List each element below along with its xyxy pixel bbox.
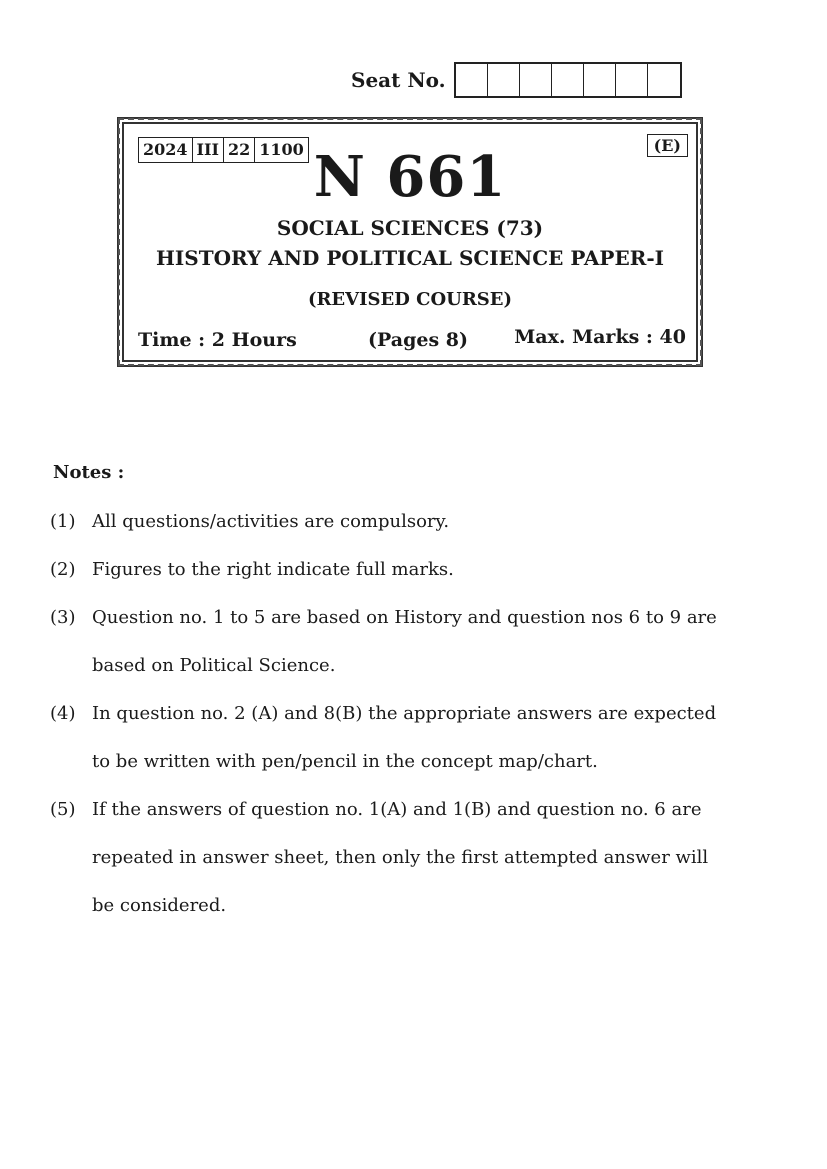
paper-header: [117, 117, 703, 367]
note-number: (5): [50, 799, 76, 820]
note-text-line: All questions/activities are compulsory.: [92, 511, 450, 532]
note-number: (4): [50, 703, 76, 724]
seat-number-box[interactable]: [616, 64, 648, 96]
seat-number-box[interactable]: [584, 64, 616, 96]
note-text-line: be considered.: [92, 895, 227, 916]
seat-number: [351, 62, 682, 98]
max-marks: Max. Marks : 40: [514, 326, 686, 348]
seat-number-box[interactable]: [552, 64, 584, 96]
notes-heading: Notes :: [53, 462, 125, 483]
note-number: (2): [50, 559, 76, 580]
time-duration: Time : 2 Hours: [138, 329, 297, 351]
note-text-line: In question no. 2 (A) and 8(B) the appropriate answers are expected: [92, 703, 717, 724]
seat-number-box[interactable]: [648, 64, 680, 96]
seat-number-box[interactable]: [488, 64, 520, 96]
note-number: (3): [50, 607, 76, 628]
subject-title: SOCIAL SCIENCES (73): [276, 216, 544, 240]
code-cell-number: 22: [224, 138, 255, 162]
code-cell-year: 2024: [139, 138, 193, 162]
paper-code: N 661: [313, 144, 507, 210]
note-text-line: Figures to the right indicate full marks.: [92, 559, 454, 580]
seat-number-boxes[interactable]: [454, 62, 682, 98]
note-text-line: repeated in answer sheet, then only the first attempted answer will: [92, 847, 709, 868]
seat-number-box[interactable]: [456, 64, 488, 96]
note-number: (1): [50, 511, 76, 532]
note-text-line: based on Political Science.: [92, 655, 336, 676]
code-cell-roman: III: [193, 138, 224, 162]
note-text-line: Question no. 1 to 5 are based on History and question nos 6 to 9 are: [92, 607, 717, 628]
paper-title: HISTORY AND POLITICAL SCIENCE PAPER-I: [156, 246, 664, 270]
note-text-line: If the answers of question no. 1(A) and 1(B) and question no. 6 are: [92, 799, 702, 820]
seat-number-label: Seat No.: [351, 68, 446, 92]
seat-number-box[interactable]: [520, 64, 552, 96]
note-text-line: to be written with pen/pencil in the concept map/chart.: [92, 751, 598, 772]
language-variant: (E): [647, 134, 688, 157]
code-cell-time: 1100: [259, 140, 304, 159]
page-count: (Pages 8): [368, 329, 468, 351]
course-label: (REVISED COURSE): [307, 289, 513, 310]
